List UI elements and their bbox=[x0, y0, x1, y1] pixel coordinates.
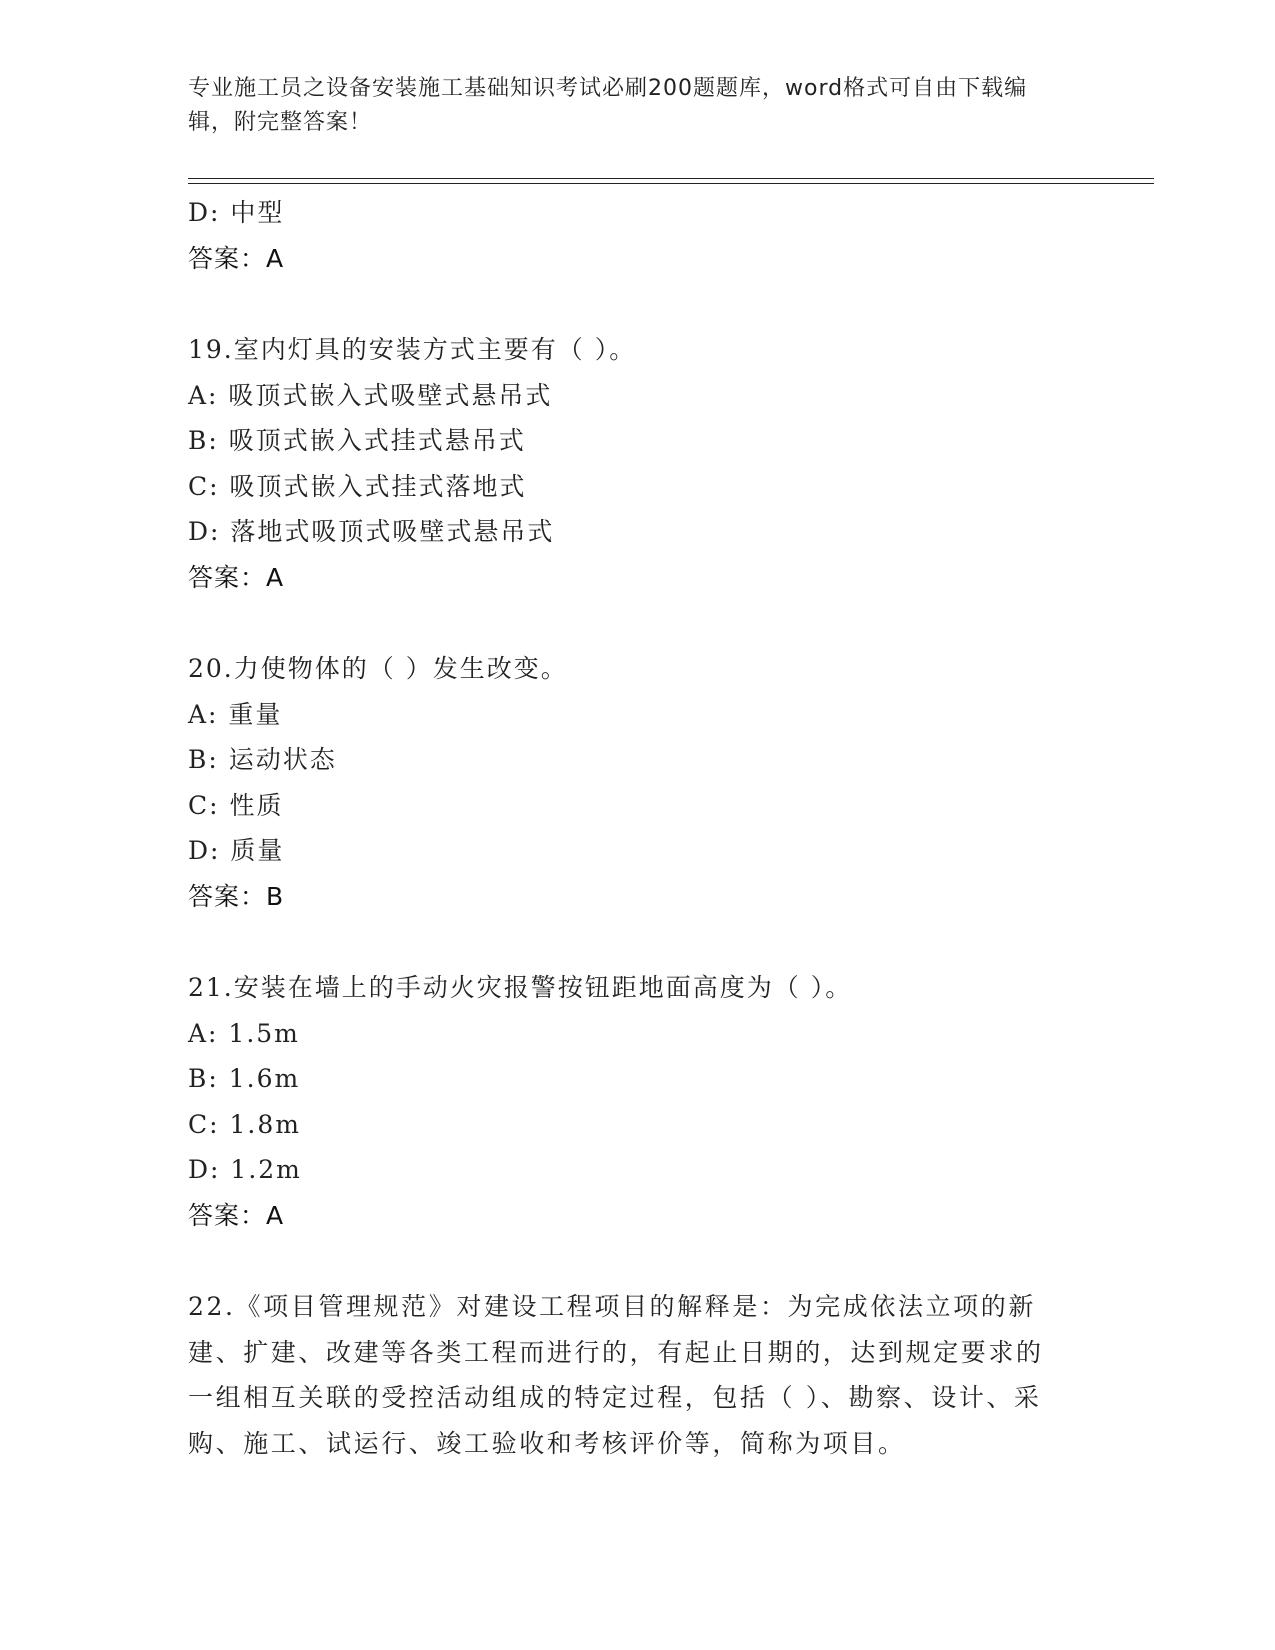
question-stem-long: 22.《项目管理规范》对建设工程项目的解释是：为完成依法立项的新建、扩建、改建等各类工程而进行的，有起止日期的，达到规定要求的一组相互关联的受控活动组成的特定过程，包括（ ）、勘察、设计、采购、施工、试运行、竣工验收和考核评价等，简称为项目。 bbox=[188, 1292, 1044, 1458]
answer-line: 答案：A bbox=[188, 243, 285, 273]
option-c: C: 1.8m bbox=[188, 1109, 301, 1139]
option-d: D: 中型 bbox=[188, 198, 285, 227]
option-c: C: 吸顶式嵌入式挂式落地式 bbox=[188, 471, 527, 501]
answer-line: 答案：A bbox=[188, 562, 285, 592]
spacer bbox=[188, 1238, 1088, 1284]
question-stem: 19.室内灯具的安装方式主要有（ ）。 bbox=[188, 335, 637, 364]
option-c: C: 性质 bbox=[188, 790, 284, 820]
option-a: A: 重量 bbox=[188, 699, 283, 729]
question-content bbox=[188, 190, 1088, 1466]
spacer bbox=[188, 600, 1088, 646]
answer-line: 答案：A bbox=[188, 1200, 285, 1230]
option-d: D: 落地式吸顶式吸壁式悬吊式 bbox=[188, 517, 555, 546]
option-d: D: 1.2m bbox=[188, 1155, 302, 1184]
question-block bbox=[188, 965, 1088, 1238]
header-rule-top bbox=[188, 178, 1154, 179]
question-block bbox=[188, 327, 1088, 600]
header-rule-bottom bbox=[188, 183, 1154, 184]
question-stem: 21.安装在墙上的手动火灾报警按钮距地面高度为（ ）。 bbox=[188, 973, 853, 1002]
option-a: A: 吸顶式嵌入式吸壁式悬吊式 bbox=[188, 380, 553, 410]
question-block bbox=[188, 646, 1088, 919]
option-d: D: 质量 bbox=[188, 836, 285, 865]
question-stem: 20.力使物体的（ ）发生改变。 bbox=[188, 654, 568, 683]
answer-line: 答案：B bbox=[188, 881, 285, 911]
spacer bbox=[188, 919, 1088, 965]
document-header: 专业施工员之设备安装施工基础知识考试必刷200题题库，word格式可自由下载编辑，附完整答案！ bbox=[188, 76, 1028, 135]
option-b: B: 吸顶式嵌入式挂式悬吊式 bbox=[188, 426, 526, 455]
spacer bbox=[188, 281, 1088, 327]
option-b: B: 1.6m bbox=[188, 1064, 301, 1093]
option-b: B: 运动状态 bbox=[188, 745, 337, 774]
option-a: A: 1.5m bbox=[188, 1018, 300, 1048]
